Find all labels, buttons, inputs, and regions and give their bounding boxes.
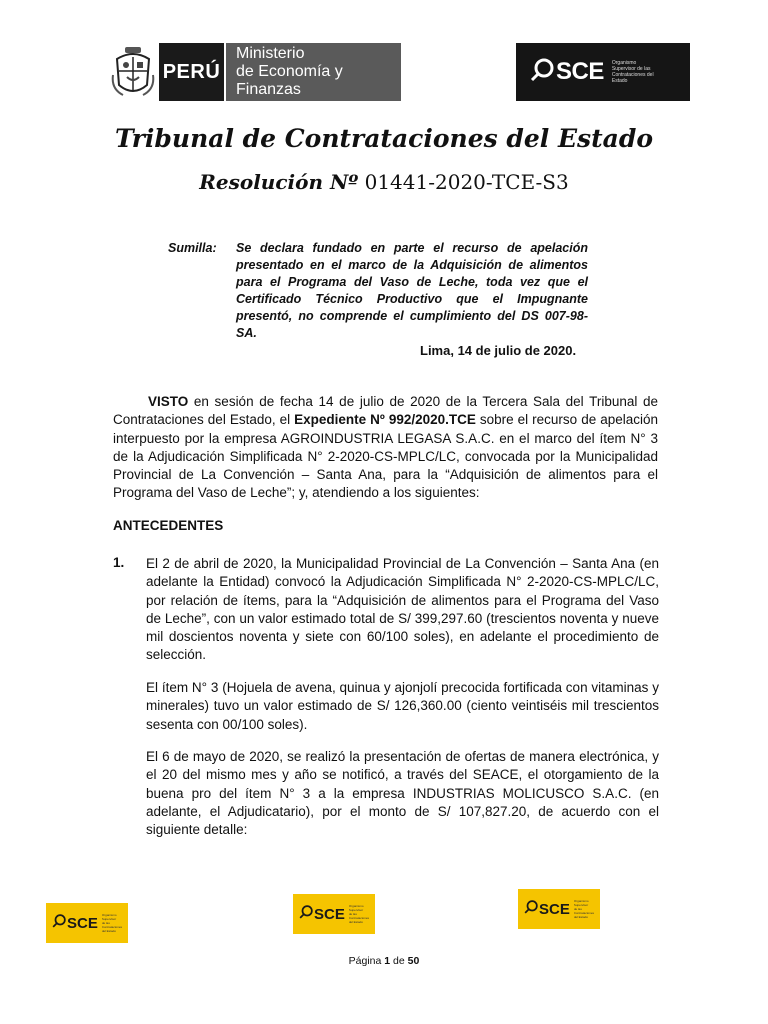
magnifier-icon bbox=[530, 58, 554, 87]
visto-text-1: en sesión de fecha 14 de julio de 2020 de la Tercera Sala del Tribunal de Contrataciones del Estado, el bbox=[113, 394, 658, 428]
expediente-number: Expediente Nº 992/2020.TCE bbox=[294, 412, 476, 428]
item-number: 1. bbox=[113, 555, 125, 570]
page-of: de bbox=[393, 955, 405, 967]
sumilla-label: Sumilla: bbox=[168, 241, 217, 255]
antecedentes-paragraph-2: El ítem N° 3 (Hojuela de avena, quinua y ajonjolí precocida fortificada con vitaminas y minerales) tuvo un valor estimado de S/ 126,360.00 (ciento veintiséis mil trescientos sesenta con 00/100 soles). bbox=[146, 680, 659, 732]
visto-paragraph bbox=[113, 393, 658, 503]
visto-text-2: sobre el recurso de apelación interpuesto por la empresa AGROINDUSTRIA LEGASA S.A.C. en el marco del ítem N° 3 de la Adjudicación Simplificada N° 2-2020-CS-MPLC/LC, convocada por la Municipalidad Provincial de La Convención – Santa Ana, para la “Adquisición de alimentos para el Programa del Vaso de Leche”; y, atendiendo a los siguientes: bbox=[113, 412, 659, 501]
antecedentes-paragraph-1: El 2 de abril de 2020, la Municipalidad Provincial de La Convención – Santa Ana (en adelante la Entidad) convocó la Adjudicación Simplificada N° 2-2020-CS-MPLC/LC, por relación de ítems, para la “Adquisición de alimentos para el Programa del Vaso de Leche”, con un valor estimado total de S/ 399,297.60 (trescientos noventa y nueve mil doscientos noventa y siete con 60/100 soles), en adelante el procedimiento de selección. bbox=[146, 556, 659, 663]
peru-label: PERÚ bbox=[159, 43, 224, 101]
resolution-prefix: Resolución Nº bbox=[199, 170, 359, 194]
footer-osce-wordmark: SCE bbox=[539, 900, 570, 918]
page-prefix: Página bbox=[348, 955, 382, 967]
footer-osce-wordmark: SCE bbox=[67, 914, 98, 932]
tribunal-title: Tribunal de Contrataciones del Estado bbox=[114, 124, 654, 153]
osce-subtitle: Organismo Supervisor de las Contrataciones del Estado bbox=[611, 60, 654, 84]
osce-logo bbox=[516, 43, 690, 101]
footer-osce-subtitle: Organismo Supervisor de las Contrataciones del Estado bbox=[101, 913, 123, 933]
footer-osce-logo bbox=[293, 894, 375, 934]
page-current: 1 bbox=[384, 955, 391, 967]
ministry-line-2: de Economía y Finanzas bbox=[236, 63, 343, 98]
footer-osce-subtitle: Organismo Supervisor de las Contrataciones del Estado bbox=[573, 899, 595, 919]
sumilla bbox=[168, 240, 588, 342]
magnifier-icon bbox=[52, 914, 66, 933]
peru-coat-of-arms-icon bbox=[107, 43, 159, 101]
page-number bbox=[0, 955, 768, 967]
resolution-code: 01441-2020-TCE-S3 bbox=[364, 170, 569, 194]
osce-wordmark: SCE bbox=[556, 58, 604, 85]
resolution-number bbox=[0, 170, 768, 194]
magnifier-icon bbox=[299, 905, 313, 924]
footer-osce-logo bbox=[46, 903, 128, 943]
footer-osce-wordmark: SCE bbox=[314, 905, 345, 923]
antecedentes-heading: ANTECEDENTES bbox=[113, 518, 224, 533]
resolution-date: Lima, 14 de julio de 2020. bbox=[420, 343, 577, 358]
visto-lead: VISTO bbox=[148, 394, 189, 409]
footer-osce-subtitle: Organismo Supervisor de las Contrataciones del Estado bbox=[348, 904, 370, 924]
antecedentes-paragraph-3: El 6 de mayo de 2020, se realizó la presentación de ofertas de manera electrónica, y el 20 del mismo mes y año se notificó, a través del SEACE, el otorgamiento de la buena pro del ítem N° 3 a la empresa INDUSTRIAS MOLICUSCO S.A.C. (en adelante, el Adjudicatario), por el monto de S/ 107,827.20, de acuerdo con el siguiente detalle: bbox=[146, 749, 659, 838]
magnifier-icon bbox=[524, 900, 538, 919]
ministry-line-1: Ministerio bbox=[236, 45, 305, 62]
footer-osce-logo bbox=[518, 889, 600, 929]
sumilla-text: Se declara fundado en parte el recurso de apelación presentado en el marco de la Adquisición de alimentos para el Programa del Vaso de Leche, toda vez que el Certificado Técnico Productivo que el Impugnante presentó, no comprende el cumplimiento del DS 007-98-SA. bbox=[236, 241, 588, 340]
mef-logo bbox=[107, 43, 401, 101]
ministry-label bbox=[226, 43, 401, 101]
page-total: 50 bbox=[407, 955, 420, 967]
